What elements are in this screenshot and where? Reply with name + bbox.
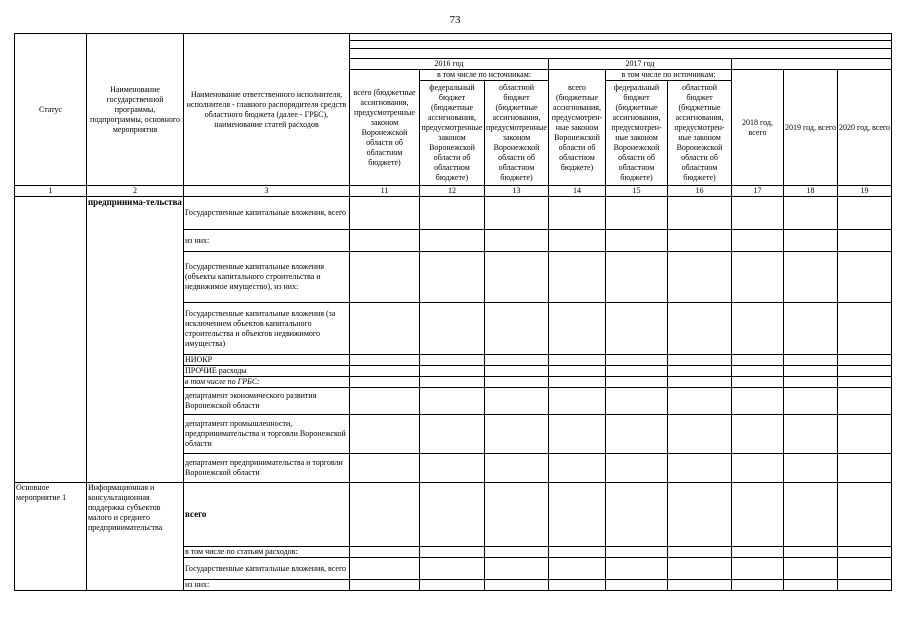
empty-cell [606, 580, 668, 591]
empty-cell [668, 388, 732, 415]
row-label: департамент промышленности, предпринимательства и торговли Воронежской области [184, 415, 350, 454]
empty-cell [668, 580, 732, 591]
empty-cell [485, 415, 549, 454]
empty-cell [420, 366, 485, 377]
empty-cell [350, 388, 420, 415]
empty-cell [350, 355, 420, 366]
empty-cell [549, 483, 606, 547]
empty-cell [732, 547, 784, 558]
row-label: в том числе по ГРБС: [184, 377, 350, 388]
empty-cell [784, 303, 838, 355]
empty-cell [784, 388, 838, 415]
empty-cell [784, 454, 838, 483]
empty-cell [838, 547, 892, 558]
empty-cell [549, 580, 606, 591]
empty-cell [784, 377, 838, 388]
empty-cell [732, 388, 784, 415]
empty-cell [350, 454, 420, 483]
empty-cell [485, 454, 549, 483]
row-label: департамент предпринимательства и торговли Воронежской области [184, 454, 350, 483]
empty-cell [420, 483, 485, 547]
empty-cell [668, 197, 732, 230]
empty-cell [606, 388, 668, 415]
empty-cell [838, 366, 892, 377]
colnum: 18 [784, 186, 838, 197]
empty-cell [838, 197, 892, 230]
header-2018: 2018 год, всего [732, 70, 784, 186]
empty-cell [838, 252, 892, 303]
empty-cell [350, 580, 420, 591]
column-numbers-row [15, 186, 892, 197]
colnum: 3 [184, 186, 350, 197]
empty-cell [668, 558, 732, 580]
empty-cell [732, 252, 784, 303]
empty-cell [732, 454, 784, 483]
empty-cell [732, 558, 784, 580]
empty-cell [838, 303, 892, 355]
empty-cell [784, 483, 838, 547]
empty-cell [668, 252, 732, 303]
empty-cell [606, 377, 668, 388]
empty-cell [350, 377, 420, 388]
empty-cell [485, 377, 549, 388]
empty-cell [732, 580, 784, 591]
empty-cell [838, 580, 892, 591]
empty-cell [485, 197, 549, 230]
empty-cell [350, 252, 420, 303]
row-label: Государственные капитальные вложения (за исключением объектов капитального строительства и объектов недвижимого имущества) [184, 303, 350, 355]
empty-cell [606, 547, 668, 558]
empty-cell [420, 454, 485, 483]
empty-cell [485, 547, 549, 558]
empty-cell [732, 415, 784, 454]
empty-cell [784, 580, 838, 591]
empty-cell [485, 230, 549, 252]
empty-cell [784, 197, 838, 230]
page-number: 73 [449, 14, 461, 26]
empty-cell [732, 355, 784, 366]
empty-cell [784, 415, 838, 454]
table-row [15, 483, 892, 547]
empty-cell [668, 415, 732, 454]
empty-cell [485, 580, 549, 591]
empty-cell [606, 197, 668, 230]
empty-cell [485, 366, 549, 377]
empty-cell [784, 252, 838, 303]
colnum: 19 [838, 186, 892, 197]
empty-cell [784, 355, 838, 366]
empty-cell [838, 454, 892, 483]
header-incl-sources-2016: в том числе по источникам: [420, 70, 549, 81]
header-year-2017: 2017 год [549, 59, 732, 70]
status-cell-empty [15, 197, 87, 483]
empty-cell [732, 230, 784, 252]
row-label: Государственные капитальные вложения, всего [184, 197, 350, 230]
empty-cell [350, 558, 420, 580]
budget-table [14, 33, 892, 591]
empty-cell [549, 366, 606, 377]
empty-cell [485, 303, 549, 355]
empty-cell [549, 252, 606, 303]
empty-cell [838, 483, 892, 547]
row-label: Государственные капитальные вложения, всего [184, 558, 350, 580]
empty-cell [350, 366, 420, 377]
colnum: 14 [549, 186, 606, 197]
header-2020: 2020 год, всего [838, 70, 892, 186]
empty-cell [606, 355, 668, 366]
empty-cell [838, 558, 892, 580]
empty-cell [784, 558, 838, 580]
header-program: Наименование государственной программы, подпрограммы, основного мероприятия [87, 34, 184, 186]
empty-cell [549, 230, 606, 252]
empty-cell [549, 303, 606, 355]
row-label: ПРОЧИЕ расходы [184, 366, 350, 377]
empty-cell [485, 252, 549, 303]
empty-cell [606, 366, 668, 377]
row-label: всего [184, 483, 350, 547]
empty-cell [838, 388, 892, 415]
empty-cell [838, 355, 892, 366]
empty-cell [606, 230, 668, 252]
header-2019: 2019 год, всего [784, 70, 838, 186]
program-cell: предпринима-тельства [87, 197, 184, 483]
empty-cell [668, 454, 732, 483]
colnum: 11 [350, 186, 420, 197]
row-label: в том числе по статьям расходов: [184, 547, 350, 558]
empty-cell [606, 454, 668, 483]
empty-cell [549, 415, 606, 454]
empty-cell [350, 547, 420, 558]
empty-cell [420, 377, 485, 388]
empty-cell [549, 454, 606, 483]
empty-cell [420, 388, 485, 415]
header-incl-sources-2017: в том числе по источникам: [606, 70, 732, 81]
header-total-2016: всего (бюджетные ассигнования, предусмотренные законом Воронежской области об областном бюджете) [350, 70, 420, 186]
row-label: из них: [184, 230, 350, 252]
row-label: из них: [184, 580, 350, 591]
empty-cell [606, 415, 668, 454]
header-total-2017: всего (бюджетные ассигнования, предусмотрен-ные законом Воронежской области об областном бюджете) [549, 70, 606, 186]
empty-cell [350, 483, 420, 547]
empty-cell [420, 580, 485, 591]
empty-cell [420, 415, 485, 454]
header-executor: Наименование ответственного исполнителя, исполнителя - главного распорядителя средств областного бюджета (далее - ГРБС), наименование статей расходов [184, 34, 350, 186]
header-regional-2016: областной бюджет (бюджетные ассигнования, предусмотренные законом Воронежской области об областном бюджете) [485, 81, 549, 186]
colnum: 17 [732, 186, 784, 197]
empty-cell [668, 303, 732, 355]
empty-cell [350, 415, 420, 454]
empty-cell [420, 230, 485, 252]
empty-cell [485, 558, 549, 580]
empty-cell [485, 483, 549, 547]
empty-cell [668, 230, 732, 252]
empty-cell [668, 483, 732, 547]
empty-cell [732, 483, 784, 547]
colnum: 16 [668, 186, 732, 197]
empty-cell [732, 303, 784, 355]
header-federal-2016: федеральный бюджет (бюджетные ассигнования, предусмотренные законом Воронежской области об областном бюджете) [420, 81, 485, 186]
empty-cell [485, 388, 549, 415]
header-blank-row-1 [350, 34, 892, 41]
empty-cell [838, 230, 892, 252]
empty-cell [420, 303, 485, 355]
empty-cell [732, 377, 784, 388]
empty-cell [784, 547, 838, 558]
empty-cell [549, 547, 606, 558]
colnum: 1 [15, 186, 87, 197]
table-row [15, 197, 892, 230]
empty-cell [420, 547, 485, 558]
empty-cell [668, 355, 732, 366]
status-cell: Основное мероприятие 1 [15, 483, 87, 591]
empty-cell [606, 303, 668, 355]
colnum: 13 [485, 186, 549, 197]
empty-cell [838, 377, 892, 388]
row-label: департамент экономического развития Воронежской области [184, 388, 350, 415]
colnum: 2 [87, 186, 184, 197]
empty-cell [668, 366, 732, 377]
empty-cell [784, 366, 838, 377]
row-label: НИОКР [184, 355, 350, 366]
empty-cell [350, 303, 420, 355]
header-blank-row-3 [350, 49, 892, 59]
empty-cell [549, 377, 606, 388]
header-blank-years-right [732, 59, 892, 70]
empty-cell [549, 558, 606, 580]
header-regional-2017: областной бюджет (бюджетные ассигнования, предусмотрен-ные законом Воронежской области об областном бюджете) [668, 81, 732, 186]
empty-cell [838, 415, 892, 454]
empty-cell [420, 252, 485, 303]
empty-cell [485, 355, 549, 366]
empty-cell [350, 230, 420, 252]
empty-cell [784, 230, 838, 252]
empty-cell [549, 197, 606, 230]
empty-cell [549, 355, 606, 366]
empty-cell [668, 547, 732, 558]
empty-cell [668, 377, 732, 388]
empty-cell [606, 483, 668, 547]
empty-cell [732, 197, 784, 230]
empty-cell [732, 366, 784, 377]
empty-cell [606, 558, 668, 580]
colnum: 12 [420, 186, 485, 197]
header-federal-2017: федеральный бюджет (бюджетные ассигнования, предусмотрен-ные законом Воронежской области об областном бюджете) [606, 81, 668, 186]
empty-cell [350, 197, 420, 230]
empty-cell [606, 252, 668, 303]
empty-cell [420, 558, 485, 580]
program-cell: Информационная и консультационная поддержка субъектов малого и среднего предпринимательства [87, 483, 184, 591]
empty-cell [420, 355, 485, 366]
header-blank-row-2 [350, 41, 892, 49]
header-status: Статус [15, 34, 87, 186]
header-year-2016: 2016 год [350, 59, 549, 70]
empty-cell [420, 197, 485, 230]
row-label: Государственные капитальные вложения (объекты капитального строительства и недвижимое имущество), из них: [184, 252, 350, 303]
colnum: 15 [606, 186, 668, 197]
empty-cell [549, 388, 606, 415]
